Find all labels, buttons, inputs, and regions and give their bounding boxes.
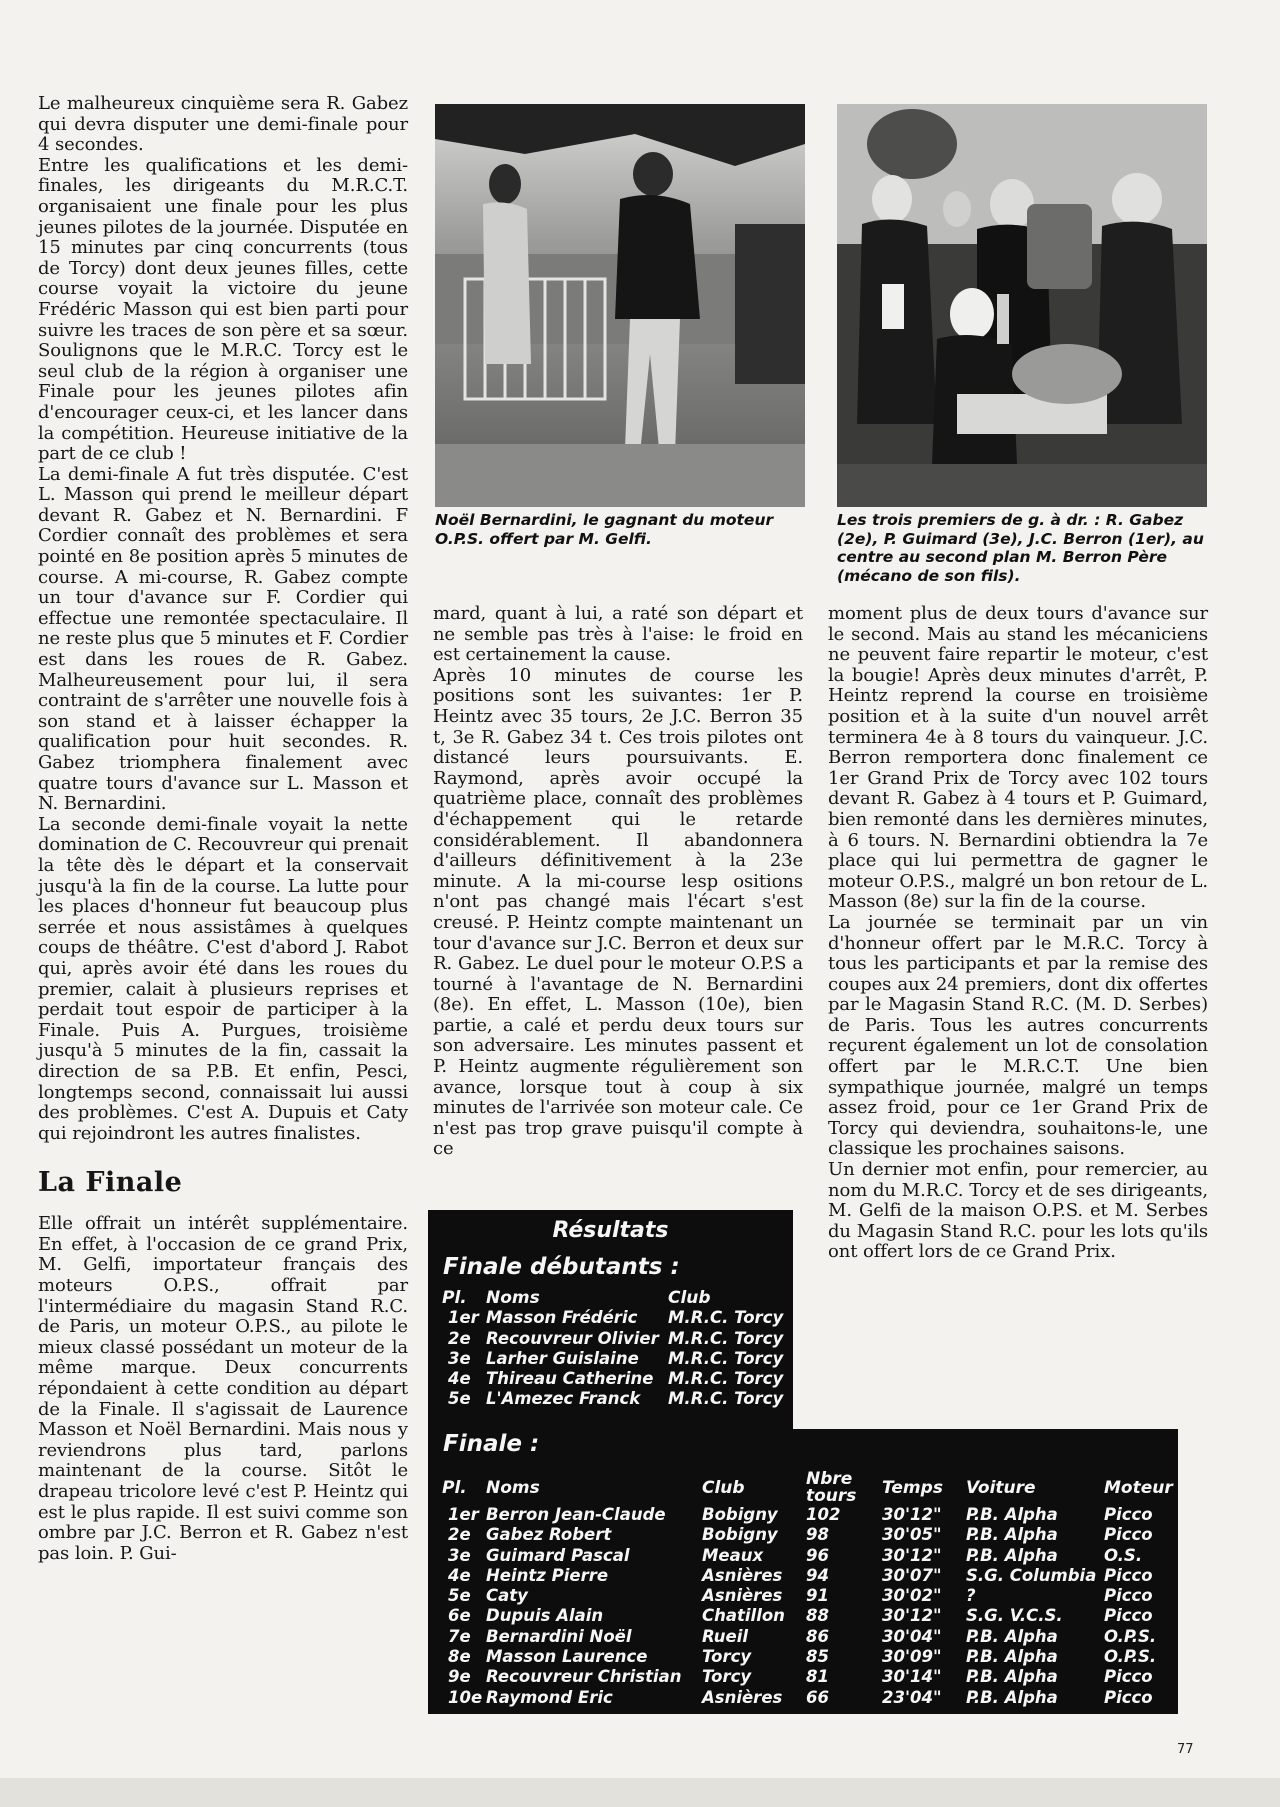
column-header: Club xyxy=(668,1288,711,1308)
table-cell: M.R.C. Torcy xyxy=(668,1369,784,1389)
table-cell: P.B. Alpha xyxy=(966,1667,1058,1687)
table-cell: 10e xyxy=(448,1687,483,1707)
section-heading: La Finale xyxy=(38,1167,183,1199)
table-row xyxy=(442,1546,1173,1566)
column-header: Nbre tours xyxy=(806,1469,857,1506)
table-cell: O.P.S. xyxy=(1104,1647,1157,1667)
article-paragraph: Un dernier mot enfin, pour remercier, au nom du M.R.C. Torcy et de ses dirigeants, M. Gelfi de la maison O.P.S. et M. Serbes du Magasin Stand R.C. pour les lots qu'ils ont offert lors de ce Grand Prix. xyxy=(828,1159,1208,1263)
table-header-row xyxy=(442,1471,1173,1505)
column-header: Moteur xyxy=(1104,1477,1173,1498)
column-header: Temps xyxy=(882,1477,943,1498)
table-cell: Caty xyxy=(486,1586,528,1606)
article-paragraph: Le malheureux cinquième sera R. Gabez qui devra disputer une demi-finale pour 4 secondes. xyxy=(38,93,408,156)
article-paragraph: Après 10 minutes de course les positions sont les suivantes: 1er P. Heintz avec 35 tours, 2e J.C. Berron 35 t, 3e R. Gabez 34 t. Ces trois pilotes ont distancé leurs poursuivants. E. Raymond, après avoir occupé la quatrième place, connaît des problèmes d'échappement qui le retarde considérablement. Il abandonnera d'ailleurs définitivement à la 23e minute. A la mi-course lesp ositions n'ont pas changé mais l'écart s'est creusé. P. Heintz compte maintenant un tour d'avance sur J.C. Berron et deux sur R. Gabez. Le duel pour le moteur O.P.S a tourné à l'avantage de N. Bernardini (8e). En effet, L. Masson (10e), bien partie, a calé et perdu deux tours sur son adversaire. Les minutes passent et P. Heintz augmente régulièrement son avance, lorsque tout à coup à six minutes de l'arrivée son moteur cale. Ce n'est pas trop grave puisqu'il compte à ce xyxy=(433,664,803,1160)
table-cell: 30'02" xyxy=(882,1586,942,1606)
table-cell: 3e xyxy=(448,1545,471,1565)
table-row xyxy=(442,1627,1173,1647)
article-paragraph: Elle offrait un intérêt supplémentaire. En effet, à l'occasion de ce grand Prix, M. Gelfi, importateur français des moteurs O.P.S., offrait par l'intermédiaire du magasin Stand R.C. de Paris, un moteur O.P.S., au pilote le mieux classé possédant un moteur de la même marque. Deux concurrents répondaient à cette condition au départ de la Finale. Il s'agissait de Laurence Masson et Noël Bernardini. Mais nous y reviendrons plus tard, parlons maintenant de la course. Sitôt le drapeau tricolore levé c'est P. Heintz qui est le plus rapide. Il est suivi comme son ombre par J.C. Berron et R. Gabez n'est pas loin. P. Gui- xyxy=(38,1213,408,1564)
table-cell: Picco xyxy=(1104,1606,1153,1626)
finale-table xyxy=(442,1471,1173,1708)
table-cell: P.B. Alpha xyxy=(966,1626,1058,1646)
table-cell: Larher Guislaine xyxy=(486,1348,639,1368)
table-cell: P.B. Alpha xyxy=(966,1525,1058,1545)
table-cell: L'Amezec Franck xyxy=(486,1389,641,1409)
table-cell: 6e xyxy=(448,1606,471,1626)
column-header: Voiture xyxy=(966,1477,1036,1498)
table-cell: 91 xyxy=(806,1586,829,1606)
table-cell: 8e xyxy=(448,1647,471,1667)
table-row xyxy=(442,1667,1173,1687)
table-cell: 30'05" xyxy=(882,1525,942,1545)
photo-caption-text: Les trois premiers de g. à dr. : R. Gabez (2e), P. Guimard (3e), J.C. Berron (1er), au centre au second plan M. Berron Père (mécano de son fils). xyxy=(837,511,1204,585)
table-cell: P.B. Alpha xyxy=(966,1687,1058,1707)
table-cell: 88 xyxy=(806,1606,829,1626)
table-cell: Masson Frédéric xyxy=(486,1308,638,1328)
table-row xyxy=(442,1525,1173,1545)
table-cell: 81 xyxy=(806,1667,829,1687)
table-cell: 2e xyxy=(448,1525,471,1545)
photo-noel-bernardini xyxy=(435,104,805,507)
table-cell: Torcy xyxy=(702,1667,752,1687)
table-cell: Torcy xyxy=(702,1647,752,1667)
table-cell: Asnières xyxy=(702,1565,783,1585)
column-header: Noms xyxy=(486,1477,540,1498)
table-row xyxy=(442,1566,1173,1586)
table-cell: S.G. V.C.S. xyxy=(966,1606,1063,1626)
table-cell: P.B. Alpha xyxy=(966,1647,1058,1667)
table-cell: Heintz Pierre xyxy=(486,1565,609,1585)
article-paragraph: mard, quant à lui, a raté son départ et ne semble pas très à l'aise: le froid en est certainement la cause. xyxy=(433,603,803,666)
table-cell: M.R.C. Torcy xyxy=(668,1348,784,1368)
table-cell: Asnières xyxy=(702,1586,783,1606)
table-cell: 30'14" xyxy=(882,1667,942,1687)
table-cell: 98 xyxy=(806,1525,829,1545)
table-cell: 86 xyxy=(806,1626,829,1646)
table-cell: M.R.C. Torcy xyxy=(668,1328,784,1348)
table-cell: Guimard Pascal xyxy=(486,1545,630,1565)
column-header: Pl. xyxy=(442,1288,467,1308)
table-row xyxy=(442,1389,783,1409)
column-header: Club xyxy=(702,1477,745,1498)
table-cell: 1er xyxy=(448,1505,479,1524)
article-paragraph: Entre les qualifications et les demi-finales, les dirigeants du M.R.C.T. organisaient une finale pour les plus jeunes pilotes de la journée. Disputée en 15 minutes par cinq concurrents (tous de Torcy) dont deux jeunes filles, cette course voyait la victoire du jeune Frédéric Masson qui est bien parti pour suivre les traces de son père et sa sœur. Soulignons que le M.R.C. Torcy est le seul club de la région à organiser une Finale pour les jeunes pilotes afin d'encourager ceux-ci, et les lancer dans la compétition. Heureuse initiative de la part de ce club ! xyxy=(38,154,408,465)
table-cell: Bobigny xyxy=(702,1525,778,1545)
table-cell: 5e xyxy=(448,1389,471,1409)
article-paragraph: moment plus de deux tours d'avance sur le second. Mais au stand les mécaniciens ne peuvent faire repartir le moteur, c'est la bougie! Après deux minutes d'arrêt, P. Heintz reprend la course en troisième position et à la suite d'un nouvel arrêt terminera 4e à 8 tours du vainqueur. J.C. Berron remportera donc finalement ce 1er Grand Prix de Torcy avec 102 tours devant R. Gabez à 4 tours et P. Guimard, bien remonté dans les dernières minutes, à 6 tours. N. Bernardini obtiendra la 7e place qui lui permettra de gagner le moteur O.P.S., malgré un bon retour de L. Masson (8e) sur la fin de la course. xyxy=(828,603,1208,913)
debutants-table xyxy=(442,1288,783,1410)
table-cell: Picco xyxy=(1104,1525,1153,1545)
table-cell: 30'12" xyxy=(882,1545,942,1565)
table-row xyxy=(442,1308,783,1328)
table-cell: 30'12" xyxy=(882,1505,942,1524)
table-cell: Gabez Robert xyxy=(486,1525,612,1545)
table-row xyxy=(442,1647,1173,1667)
debutants-title: Finale débutants : xyxy=(443,1254,680,1280)
table-cell: Picco xyxy=(1104,1687,1153,1707)
page-number: 77 xyxy=(1177,1742,1194,1757)
column-header: Pl. xyxy=(442,1477,467,1498)
table-cell: 94 xyxy=(806,1565,829,1585)
table-cell: Bobigny xyxy=(702,1505,778,1524)
table-cell: Recouvreur Christian xyxy=(486,1667,682,1687)
table-cell: O.S. xyxy=(1104,1545,1143,1565)
photo-podium-winners xyxy=(837,104,1207,507)
article-column-2 xyxy=(433,604,803,1160)
table-cell: 2e xyxy=(448,1328,471,1348)
table-cell: 23'04" xyxy=(882,1687,942,1707)
photo-image xyxy=(435,104,805,507)
photo-image xyxy=(837,104,1207,507)
article-column-3 xyxy=(828,604,1208,1263)
table-cell: 102 xyxy=(806,1505,841,1524)
table-cell: 30'04" xyxy=(882,1626,942,1646)
table-cell: Bernardini Noël xyxy=(486,1626,632,1646)
article-paragraph: La seconde demi-finale voyait la nette domination de C. Recouvreur qui prenait la tête dès le départ et la conservait jusqu'à la fin de la course. La lutte pour les places d'honneur fut beaucoup plus serrée et nous assistâmes à quelques coups de théâtre. C'est d'abord J. Rabot qui, après avoir été dans les roues du premier, calait à plusieurs reprises et perdait tout espoir de participer à la Finale. Puis A. Purgues, troisième jusqu'à 5 minutes de la fin, cassait la direction de sa P.B. Et enfin, Pesci, longtemps second, connaissait lui aussi des problèmes. C'est A. Dupuis et Caty qui rejoindront les autres finalistes. xyxy=(38,813,408,1144)
results-box-finale xyxy=(428,1429,1178,1714)
table-cell: M.R.C. Torcy xyxy=(668,1308,784,1328)
table-cell: 30'07" xyxy=(882,1565,942,1585)
table-cell: 5e xyxy=(448,1586,471,1606)
table-cell: Picco xyxy=(1104,1667,1153,1687)
table-cell: P.B. Alpha xyxy=(966,1505,1058,1524)
table-cell: M.R.C. Torcy xyxy=(668,1389,784,1409)
table-row xyxy=(442,1369,783,1389)
table-cell: 9e xyxy=(448,1667,471,1687)
table-cell: 1er xyxy=(448,1308,479,1328)
table-cell: Meaux xyxy=(702,1545,764,1565)
table-cell: Masson Laurence xyxy=(486,1647,648,1667)
table-cell: ? xyxy=(966,1586,976,1606)
finale-title: Finale : xyxy=(443,1431,540,1457)
results-box-debutants xyxy=(428,1210,793,1429)
table-cell: Raymond Eric xyxy=(486,1687,613,1707)
table-cell: Asnières xyxy=(702,1687,783,1707)
table-cell: Picco xyxy=(1104,1586,1153,1606)
photo-caption-2 xyxy=(837,511,1212,585)
table-cell: Recouvreur Olivier xyxy=(486,1328,659,1348)
table-cell: Picco xyxy=(1104,1505,1153,1524)
table-cell: 96 xyxy=(806,1545,829,1565)
table-row xyxy=(442,1688,1173,1708)
table-cell: Dupuis Alain xyxy=(486,1606,604,1626)
article-column-1 xyxy=(38,94,408,1564)
table-row xyxy=(442,1586,1173,1606)
photo-caption-1: Noël Bernardini, le gagnant du moteur O.P.S. offert par M. Gelfi. xyxy=(435,511,774,548)
table-cell: Rueil xyxy=(702,1626,749,1646)
table-cell: 4e xyxy=(448,1565,471,1585)
table-cell: Picco xyxy=(1104,1565,1153,1585)
table-cell: 85 xyxy=(806,1647,829,1667)
table-cell: 30'12" xyxy=(882,1606,942,1626)
table-cell: S.G. Columbia xyxy=(966,1565,1097,1585)
column-header: Noms xyxy=(486,1288,540,1308)
table-cell: 3e xyxy=(448,1348,471,1368)
table-header-row xyxy=(442,1288,783,1308)
table-row xyxy=(442,1349,783,1369)
table-cell: Thireau Catherine xyxy=(486,1369,654,1389)
table-row xyxy=(442,1505,1173,1525)
table-row xyxy=(442,1606,1173,1626)
article-paragraph: La demi-finale A fut très disputée. C'est L. Masson qui prend le meilleur départ devant R. Gabez et N. Bernardini. F Cordier connaît des problèmes et sera pointé en 8e position après 5 minutes de course. A mi-course, R. Gabez compte un tour d'avance sur F. Cordier qui effectue une remontée spectaculaire. Il ne reste plus que 5 minutes et F. Cordier est dans les roues de R. Gabez. Malheureusement pour lui, il sera contraint de s'arrêter une nouvelle fois à son stand et à laisser échapper la qualification pour huit secondes. R. Gabez triomphera finalement avec quatre tours d'avance sur L. Masson et N. Bernardini. xyxy=(38,463,408,815)
table-cell: 66 xyxy=(806,1687,829,1707)
table-cell: Chatillon xyxy=(702,1606,785,1626)
article-paragraph: La journée se terminait par un vin d'honneur offert par le M.R.C. Torcy à tous les participants et par la remise des coupes aux 24 premiers, dont dix offertes par le Magasin Stand R.C. (M. D. Serbes) de Paris. Tous les autres concurrents reçurent également un lot de consolation offert par le M.R.C.T. Une bien sympathique journée, malgré un temps assez froid, pour ce 1er Grand Prix de Torcy qui deviendra, souhaitons-le, une classique les prochaines saisons. xyxy=(828,911,1208,1160)
table-row xyxy=(442,1329,783,1349)
table-cell: 4e xyxy=(448,1369,471,1389)
page-bottom-edge xyxy=(0,1778,1280,1807)
table-cell: O.P.S. xyxy=(1104,1626,1157,1646)
table-cell: 30'09" xyxy=(882,1647,942,1667)
table-cell: Berron Jean-Claude xyxy=(486,1505,666,1524)
table-cell: 7e xyxy=(448,1626,471,1646)
results-title: Résultats xyxy=(552,1218,669,1243)
table-cell: P.B. Alpha xyxy=(966,1545,1058,1565)
